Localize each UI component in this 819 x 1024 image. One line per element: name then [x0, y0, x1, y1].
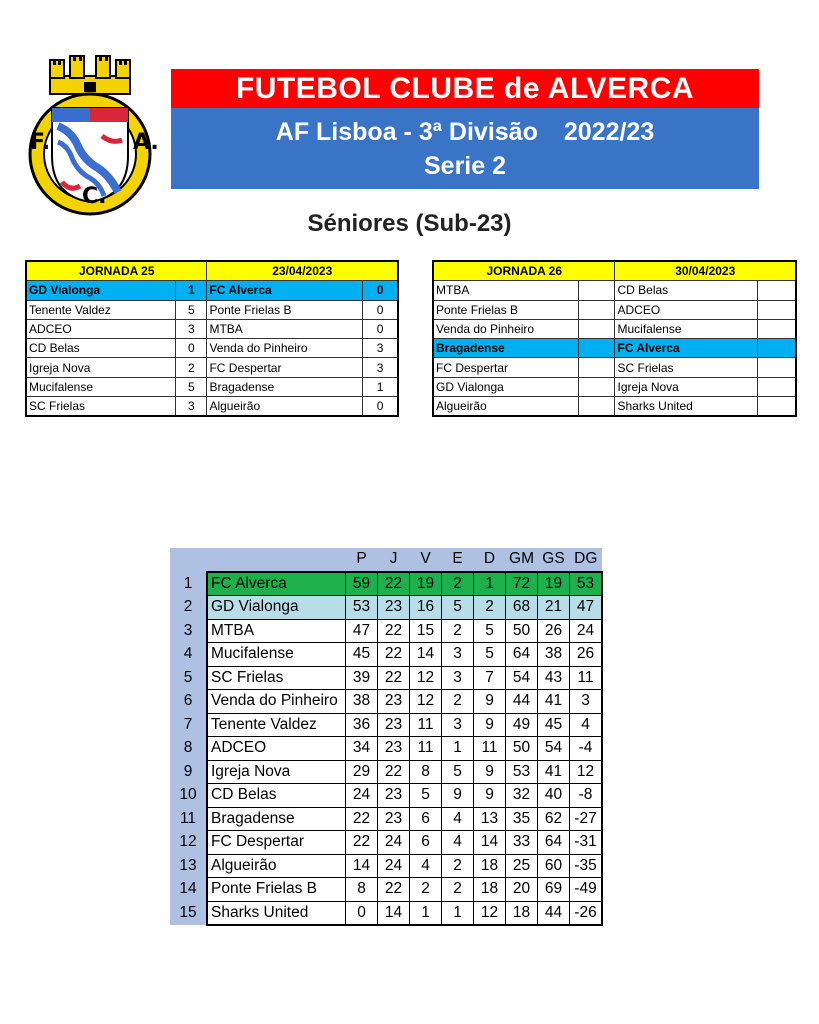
stat-cell: 44: [506, 690, 538, 714]
stat-cell: 14: [474, 831, 506, 855]
away-score: 3: [363, 339, 398, 358]
stat-cell: 38: [346, 690, 378, 714]
stat-cell: 35: [506, 807, 538, 831]
stat-cell: 23: [378, 713, 410, 737]
stat-cell: 2: [442, 854, 474, 878]
position: 12: [170, 831, 207, 855]
standings-row: [170, 596, 602, 620]
stat-cell: 26: [570, 643, 603, 667]
stat-cell: 5: [442, 760, 474, 784]
away-team: Igreja Nova: [615, 377, 758, 396]
competition-line: [171, 118, 759, 147]
stat-cell: 23: [378, 807, 410, 831]
away-score: 0: [363, 397, 398, 417]
away-team: Venda do Pinheiro: [207, 339, 363, 358]
column-header: D: [474, 548, 506, 572]
fixtures-header-row: [433, 261, 796, 281]
fixtures-header-row: [26, 261, 398, 281]
stat-cell: 25: [506, 854, 538, 878]
stat-cell: 22: [346, 807, 378, 831]
match-row: [433, 319, 796, 338]
stat-cell: 4: [410, 854, 442, 878]
away-score: [758, 377, 796, 396]
stat-cell: 24: [378, 831, 410, 855]
stat-cell: 47: [570, 596, 603, 620]
match-row: [433, 377, 796, 396]
fixtures-table-round-25: [25, 260, 399, 417]
stat-cell: 14: [346, 854, 378, 878]
stat-cell: 5: [474, 643, 506, 667]
stat-cell: 18: [474, 878, 506, 902]
series-label: Serie 2: [423, 152, 506, 180]
stat-cell: 29: [346, 760, 378, 784]
stat-cell: 24: [570, 619, 603, 643]
away-score: 0: [363, 319, 398, 338]
position: 4: [170, 643, 207, 667]
away-score: [758, 300, 796, 319]
standings-row: [170, 878, 602, 902]
away-score: [758, 358, 796, 377]
standings-row: [170, 784, 602, 808]
home-team: Venda do Pinheiro: [433, 319, 579, 338]
round-label: JORNADA 26: [433, 261, 615, 281]
stat-cell: 3: [570, 690, 603, 714]
team-name: CD Belas: [207, 784, 346, 808]
standings-row: [170, 831, 602, 855]
standings-row: [170, 901, 602, 925]
stat-cell: 4: [570, 713, 603, 737]
fixtures-body: [433, 261, 796, 416]
stat-cell: 12: [410, 666, 442, 690]
stat-cell: 24: [346, 784, 378, 808]
position: 3: [170, 619, 207, 643]
stat-cell: 26: [538, 619, 570, 643]
away-score: [758, 281, 796, 300]
stat-cell: 22: [378, 643, 410, 667]
standings-row: [170, 690, 602, 714]
home-team: Bragadense: [433, 339, 579, 358]
stat-cell: 16: [410, 596, 442, 620]
team-name: Igreja Nova: [207, 760, 346, 784]
stat-cell: 53: [346, 596, 378, 620]
stat-cell: -35: [570, 854, 603, 878]
match-row: [26, 281, 398, 300]
stat-cell: 39: [346, 666, 378, 690]
standings-row: [170, 619, 602, 643]
stat-cell: 4: [442, 831, 474, 855]
stat-cell: 53: [506, 760, 538, 784]
standings-row: [170, 666, 602, 690]
home-score: [579, 281, 615, 300]
stat-cell: 4: [442, 807, 474, 831]
column-header: J: [378, 548, 410, 572]
match-row: [26, 377, 398, 396]
stat-cell: 23: [378, 737, 410, 761]
stat-cell: 3: [442, 666, 474, 690]
competition-banner: [171, 108, 759, 189]
stat-cell: 54: [538, 737, 570, 761]
stat-cell: 3: [442, 713, 474, 737]
team-name: FC Despertar: [207, 831, 346, 855]
team-name: Tenente Valdez: [207, 713, 346, 737]
stat-cell: 1: [410, 901, 442, 925]
away-team: FC Despertar: [207, 358, 363, 377]
stat-cell: 72: [506, 572, 538, 596]
match-row: [26, 300, 398, 319]
season: 2022/23: [563, 118, 655, 146]
stat-cell: -8: [570, 784, 603, 808]
home-score: 0: [176, 339, 207, 358]
match-row: [26, 319, 398, 338]
stat-cell: 60: [538, 854, 570, 878]
home-score: [579, 377, 615, 396]
stat-cell: 18: [474, 854, 506, 878]
stat-cell: 1: [442, 737, 474, 761]
stat-cell: 9: [474, 784, 506, 808]
stat-cell: 41: [538, 760, 570, 784]
stat-cell: 8: [410, 760, 442, 784]
away-team: Algueirão: [207, 397, 363, 417]
away-score: [758, 339, 796, 358]
home-team: Algueirão: [433, 397, 579, 417]
position: 9: [170, 760, 207, 784]
column-header: GM: [506, 548, 538, 572]
home-team: GD Vialonga: [433, 377, 579, 396]
stat-cell: 11: [570, 666, 603, 690]
stat-cell: 9: [474, 690, 506, 714]
stat-cell: 68: [506, 596, 538, 620]
home-score: [579, 319, 615, 338]
away-score: 0: [363, 300, 398, 319]
team-name: GD Vialonga: [207, 596, 346, 620]
stat-cell: 36: [346, 713, 378, 737]
home-team: Ponte Frielas B: [433, 300, 579, 319]
away-score: [758, 319, 796, 338]
home-score: [579, 300, 615, 319]
away-score: 3: [363, 358, 398, 377]
stat-cell: 2: [474, 596, 506, 620]
home-score: [579, 397, 615, 417]
stat-cell: 6: [410, 807, 442, 831]
away-team: MTBA: [207, 319, 363, 338]
team-name: Ponte Frielas B: [207, 878, 346, 902]
header-blank: [170, 548, 207, 572]
match-row: [26, 397, 398, 417]
stat-cell: 32: [506, 784, 538, 808]
stat-cell: 47: [346, 619, 378, 643]
stat-cell: -49: [570, 878, 603, 902]
position: 6: [170, 690, 207, 714]
away-team: Ponte Frielas B: [207, 300, 363, 319]
position: 8: [170, 737, 207, 761]
stat-cell: 9: [442, 784, 474, 808]
column-header: E: [442, 548, 474, 572]
standings-row: [170, 643, 602, 667]
stat-cell: 38: [538, 643, 570, 667]
crest-letter-c: C.: [82, 184, 107, 209]
team-name: MTBA: [207, 619, 346, 643]
stat-cell: 23: [378, 690, 410, 714]
home-score: 5: [176, 377, 207, 396]
stat-cell: 59: [346, 572, 378, 596]
position: 2: [170, 596, 207, 620]
stat-cell: 2: [442, 572, 474, 596]
stat-cell: -27: [570, 807, 603, 831]
home-team: GD Vialonga: [26, 281, 176, 300]
fixtures-table-round-26: [432, 260, 797, 417]
position: 10: [170, 784, 207, 808]
away-team: CD Belas: [615, 281, 758, 300]
home-score: [579, 339, 615, 358]
stat-cell: 2: [410, 878, 442, 902]
standings-body: [170, 572, 602, 926]
stat-cell: -31: [570, 831, 603, 855]
home-team: ADCEO: [26, 319, 176, 338]
round-date: 30/04/2023: [615, 261, 796, 281]
stat-cell: 14: [410, 643, 442, 667]
stat-cell: 12: [474, 901, 506, 925]
home-score: 1: [176, 281, 207, 300]
stat-cell: -4: [570, 737, 603, 761]
standings-row: [170, 713, 602, 737]
team-name: Algueirão: [207, 854, 346, 878]
team-name: FC Alverca: [207, 572, 346, 596]
column-header: P: [346, 548, 378, 572]
standings-row: [170, 760, 602, 784]
position: 5: [170, 666, 207, 690]
away-team: ADCEO: [615, 300, 758, 319]
stat-cell: 45: [346, 643, 378, 667]
stat-cell: 24: [378, 854, 410, 878]
stat-cell: 1: [474, 572, 506, 596]
stat-cell: 20: [506, 878, 538, 902]
stat-cell: 22: [378, 572, 410, 596]
stat-cell: 54: [506, 666, 538, 690]
stat-cell: 11: [474, 737, 506, 761]
stat-cell: 45: [538, 713, 570, 737]
stat-cell: 2: [442, 878, 474, 902]
team-name: Bragadense: [207, 807, 346, 831]
away-team: Bragadense: [207, 377, 363, 396]
home-team: Mucifalense: [26, 377, 176, 396]
away-team: SC Frielas: [615, 358, 758, 377]
stat-cell: 22: [346, 831, 378, 855]
crest-letter-f: F.: [30, 130, 51, 155]
round-label: JORNADA 25: [26, 261, 207, 281]
stat-cell: 33: [506, 831, 538, 855]
crest-letter-a: A.: [133, 130, 159, 155]
stat-cell: 23: [378, 596, 410, 620]
away-score: [758, 397, 796, 417]
stat-cell: 9: [474, 713, 506, 737]
stat-cell: 62: [538, 807, 570, 831]
stat-cell: 12: [570, 760, 603, 784]
away-team: FC Alverca: [615, 339, 758, 358]
stat-cell: 18: [506, 901, 538, 925]
away-score: 1: [363, 377, 398, 396]
home-team: MTBA: [433, 281, 579, 300]
round-date: 23/04/2023: [207, 261, 398, 281]
stat-cell: 11: [410, 737, 442, 761]
stat-cell: 19: [410, 572, 442, 596]
match-row: [433, 397, 796, 417]
stat-cell: 22: [378, 760, 410, 784]
away-team: FC Alverca: [207, 281, 363, 300]
stat-cell: 7: [474, 666, 506, 690]
stat-cell: 8: [346, 878, 378, 902]
position: 14: [170, 878, 207, 902]
stat-cell: 43: [538, 666, 570, 690]
team-name: Sharks United: [207, 901, 346, 925]
stat-cell: 22: [378, 619, 410, 643]
stat-cell: 22: [378, 666, 410, 690]
team-name: Venda do Pinheiro: [207, 690, 346, 714]
stat-cell: 3: [442, 643, 474, 667]
column-header: GS: [538, 548, 570, 572]
stat-cell: 23: [378, 784, 410, 808]
home-team: Igreja Nova: [26, 358, 176, 377]
away-score: 0: [363, 281, 398, 300]
stat-cell: 15: [410, 619, 442, 643]
stat-cell: 50: [506, 737, 538, 761]
stat-cell: -26: [570, 901, 603, 925]
standings-row: [170, 572, 602, 596]
header-blank: [207, 548, 346, 572]
stat-cell: 21: [538, 596, 570, 620]
team-name: SC Frielas: [207, 666, 346, 690]
team-name: ADCEO: [207, 737, 346, 761]
stat-cell: 40: [538, 784, 570, 808]
standings-table: [170, 548, 603, 926]
home-score: 2: [176, 358, 207, 377]
position: 13: [170, 854, 207, 878]
stat-cell: 44: [538, 901, 570, 925]
match-row: [26, 339, 398, 358]
stat-cell: 1: [442, 901, 474, 925]
home-team: SC Frielas: [26, 397, 176, 417]
home-score: [579, 358, 615, 377]
fixtures-body: [26, 261, 398, 416]
away-team: Mucifalense: [615, 319, 758, 338]
match-row: [433, 300, 796, 319]
match-row: [26, 358, 398, 377]
away-team: Sharks United: [615, 397, 758, 417]
stat-cell: 69: [538, 878, 570, 902]
standings-row: [170, 854, 602, 878]
stat-cell: 5: [410, 784, 442, 808]
column-header: DG: [570, 548, 603, 572]
home-score: 3: [176, 319, 207, 338]
standings-row: [170, 807, 602, 831]
column-header: V: [410, 548, 442, 572]
stat-cell: 0: [346, 901, 378, 925]
stat-cell: 53: [570, 572, 603, 596]
competition-name: AF Lisboa - 3ª Divisão: [275, 118, 538, 146]
stat-cell: 22: [378, 878, 410, 902]
match-row: [433, 281, 796, 300]
club-name-banner: FUTEBOL CLUBE de ALVERCA: [171, 69, 759, 108]
standings-header-row: [170, 548, 602, 572]
match-row: [433, 339, 796, 358]
position: 15: [170, 901, 207, 925]
stat-cell: 9: [474, 760, 506, 784]
home-score: 5: [176, 300, 207, 319]
match-row: [433, 358, 796, 377]
home-team: CD Belas: [26, 339, 176, 358]
stat-cell: 34: [346, 737, 378, 761]
stat-cell: 41: [538, 690, 570, 714]
stat-cell: 49: [506, 713, 538, 737]
home-score: 3: [176, 397, 207, 417]
standings-row: [170, 737, 602, 761]
stat-cell: 13: [474, 807, 506, 831]
position: 7: [170, 713, 207, 737]
stat-cell: 2: [442, 690, 474, 714]
stat-cell: 64: [538, 831, 570, 855]
stat-cell: 6: [410, 831, 442, 855]
stat-cell: 11: [410, 713, 442, 737]
position: 11: [170, 807, 207, 831]
stat-cell: 14: [378, 901, 410, 925]
stat-cell: 64: [506, 643, 538, 667]
stat-cell: 12: [410, 690, 442, 714]
stat-cell: 5: [442, 596, 474, 620]
stat-cell: 2: [442, 619, 474, 643]
stat-cell: 5: [474, 619, 506, 643]
team-name: Mucifalense: [207, 643, 346, 667]
section-title: Séniores (Sub-23): [307, 210, 512, 237]
stat-cell: 50: [506, 619, 538, 643]
home-team: FC Despertar: [433, 358, 579, 377]
home-team: Tenente Valdez: [26, 300, 176, 319]
position: 1: [170, 572, 207, 596]
stat-cell: 19: [538, 572, 570, 596]
